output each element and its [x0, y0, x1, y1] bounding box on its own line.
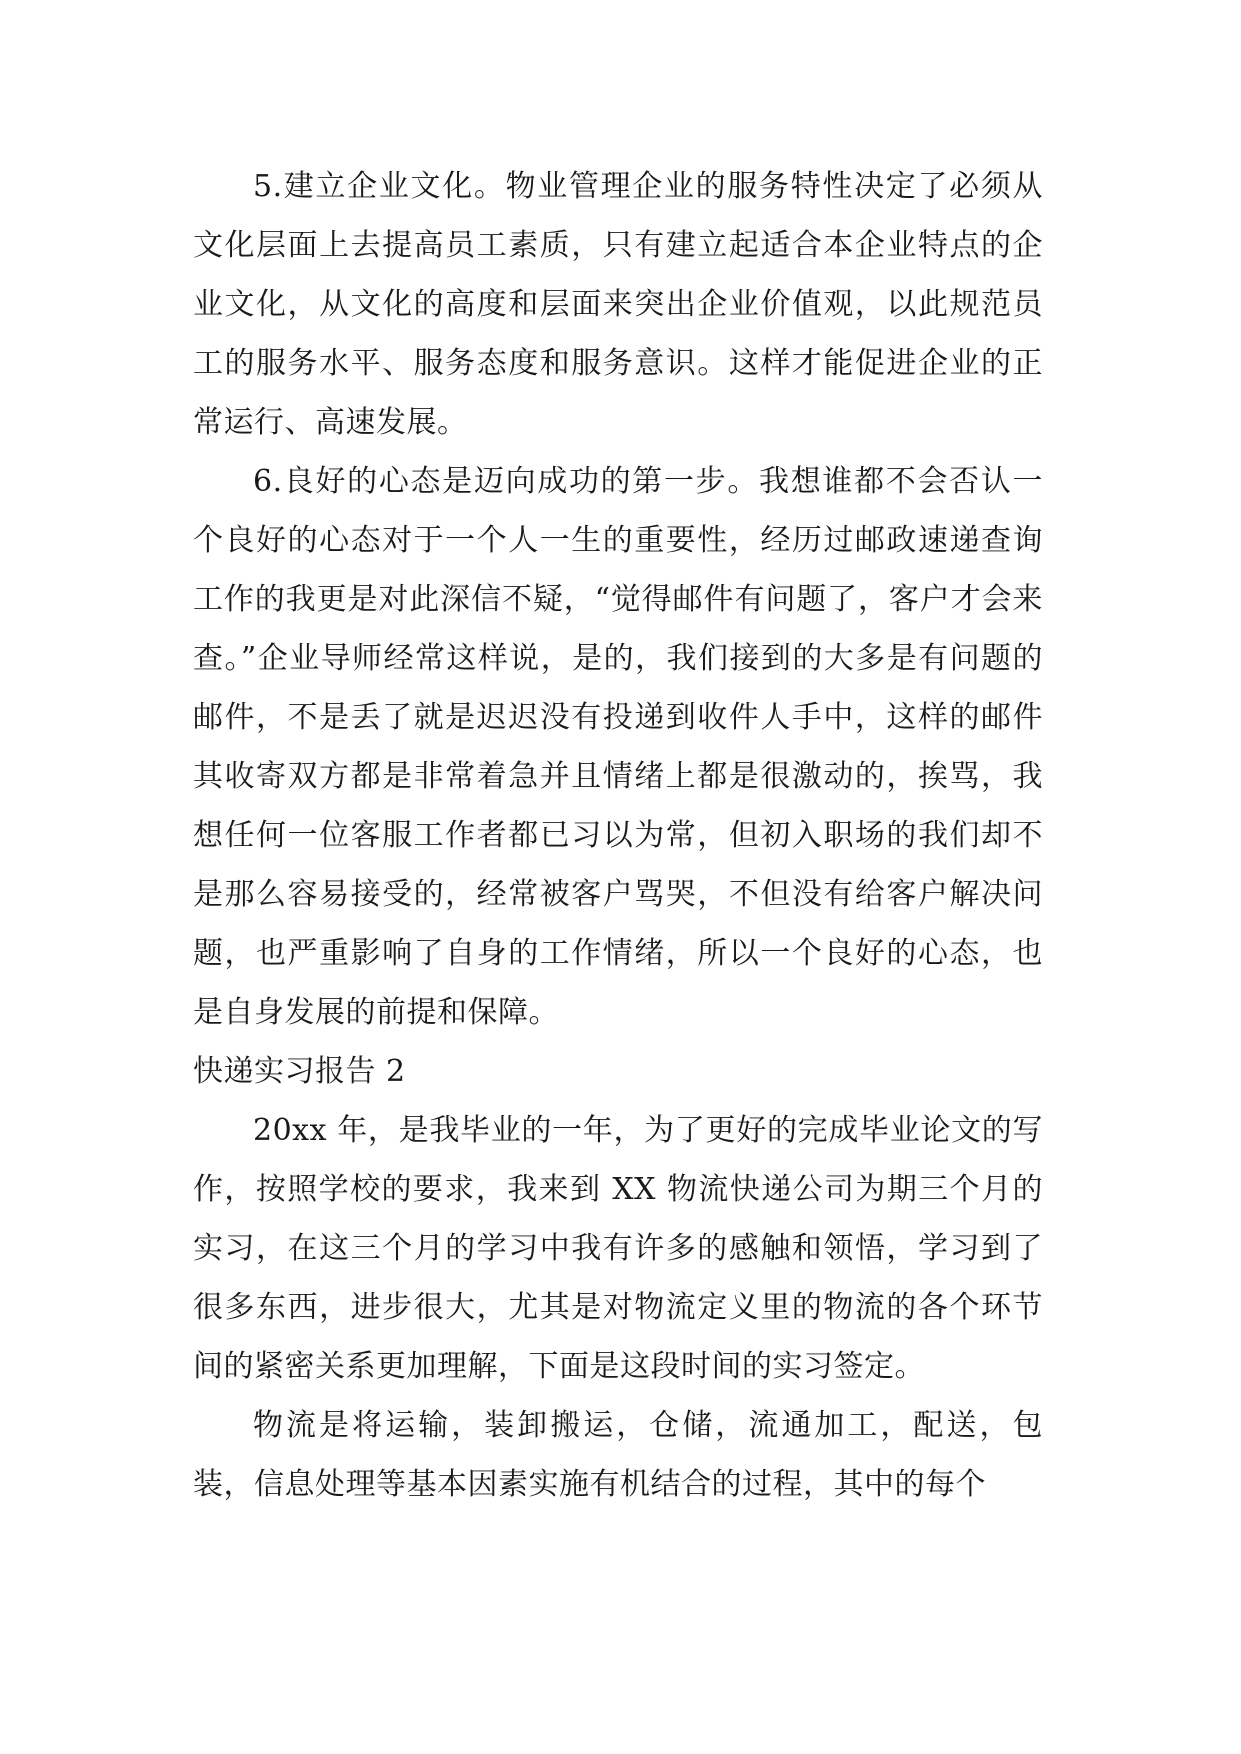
paragraph-good-mindset: 6.良好的心态是迈向成功的第一步。我想谁都不会否认一个良好的心态对于一个人一生的重要性，经历过邮政速递查询工作的我更是对此深信不疑，“觉得邮件有问题了，客户才会来查。”企业导师经常这样说，是的，我们接到的大多是有问题的邮件，不是丢了就是迟迟没有投递到收件人手中，这样的邮件其收寄双方都是非常着急并且情绪上都是很激动的，挨骂，我想任何一位客服工作者都已习以为常，但初入职场的我们却不是那么容易接受的，经常被客户骂哭，不但没有给客户解决问题，也严重影响了自身的工作情绪，所以一个良好的心态，也是自身发展的前提和保障。 — [193, 464, 1043, 1030]
document-body — [193, 157, 1043, 1514]
paragraph-enterprise-culture: 5.建立企业文化。物业管理企业的服务特性决定了必须从文化层面上去提高员工素质，只有建立起适合本企业特点的企业文化，从文化的高度和层面来突出企业价值观，以此规范员工的服务水平、服务态度和服务意识。这样才能促进企业的正常运行、高速发展。 — [193, 169, 1043, 440]
section-title: 快递实习报告 2 — [193, 1054, 406, 1089]
paragraph-logistics-definition: 物流是将运输，装卸搬运，仓储，流通加工，配送，包装，信息处理等基本因素实施有机结合的过程，其中的每个 — [193, 1408, 1043, 1502]
paragraph-internship-intro: 20xx 年，是我毕业的一年，为了更好的完成毕业论文的写作，按照学校的要求，我来到 XX 物流快递公司为期三个月的实习，在这三个月的学习中我有许多的感触和领悟，学习到了很多东西，进步很大，尤其是对物流定义里的物流的各个环节间的紧密关系更加理解，下面是这段时间的实习签定。 — [193, 1113, 1043, 1384]
